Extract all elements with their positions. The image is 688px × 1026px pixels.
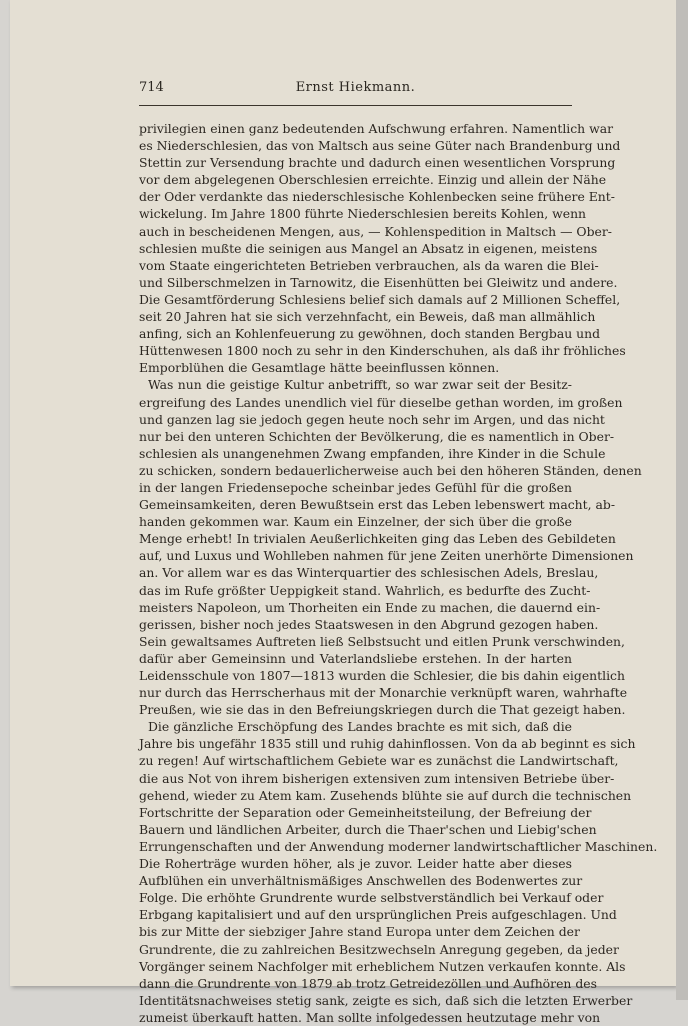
text-line: vor dem abgelegenen Oberschlesien erreichte. Einzig und allein der Nähe xyxy=(139,172,607,188)
text-line: Aufblühen ein unverhältnismäßiges Anschwellen des Bodenwertes zur xyxy=(139,873,583,889)
page-header xyxy=(139,80,572,100)
text-line: und ganzen lag sie jedoch gegen heute noch sehr im Argen, und das nicht xyxy=(139,411,605,427)
text-line: Identitätsnachweises stetig sank, zeigte es sich, daß sich die letzten Erwerber xyxy=(139,992,633,1008)
text-line: Fortschritte der Separation oder Gemeinheitsteilung, der Befreiung der xyxy=(139,804,592,820)
text-line: der Oder verdankte das niederschlesische Kohlenbecken seine frühere Ent- xyxy=(139,189,615,205)
text-line: Folge. Die erhöhte Grundrente wurde selbstverständlich bei Verkauf oder xyxy=(139,890,604,906)
text-line: nur bei den unteren Schichten der Bevölkerung, die es namentlich in Ober- xyxy=(139,428,615,444)
text-line: seit 20 Jahren hat sie sich verzehnfacht, ein Beweis, daß man allmählich xyxy=(139,309,596,325)
text-line: Gemeinsamkeiten, deren Bewußtsein erst das Leben lebenswert macht, ab- xyxy=(139,497,616,513)
text-line: Die gänzliche Erschöpfung des Landes brachte es mit sich, daß die xyxy=(148,719,572,735)
text-line: meisters Napoleon, um Thorheiten ein Ende zu machen, die dauernd ein- xyxy=(139,599,601,615)
text-line: gehend, wieder zu Atem kam. Zusehends blühte sie auf durch die technischen xyxy=(139,787,632,803)
text-line: Hüttenwesen 1800 noch zu sehr in den Kinderschuhen, als daß ihr fröhliches xyxy=(139,343,626,359)
text-line: dafür aber Gemeinsinn und Vaterlandsliebe erstehen. In der harten xyxy=(139,650,572,666)
text-line: schlesien als unangenehmen Zwang empfanden, ihre Kinder in die Schule xyxy=(139,445,606,461)
text-line: Emporblühen die Gesamtlage hätte beeinflussen können. xyxy=(139,360,500,376)
text-line: wickelung. Im Jahre 1800 führte Niederschlesien bereits Kohlen, wenn xyxy=(139,206,587,222)
running-title: Ernst Hiekmann. xyxy=(295,80,416,95)
text-line: Errungenschaften und der Anwendung moderner landwirtschaftlicher Maschinen. xyxy=(139,838,658,854)
text-line: privilegien einen ganz bedeutenden Aufschwung erfahren. Namentlich war xyxy=(139,121,614,136)
text-line: dann die Grundrente von 1879 ab trotz Getreidezöllen und Aufhören des xyxy=(139,975,597,991)
text-line: Was nun die geistige Kultur anbetrifft, so war zwar seit der Besitz- xyxy=(148,377,572,393)
text-line: auf, und Luxus und Wohlleben nahmen für jene Zeiten unerhörte Dimensionen xyxy=(139,548,634,564)
text-line: und Silberschmelzen in Tarnowitz, die Eisenhütten bei Gleiwitz und andere. xyxy=(139,274,618,290)
text-line: vom Staate eingerichteten Betrieben verbrauchen, als da waren die Blei- xyxy=(139,257,599,273)
page-number: 714 xyxy=(139,80,164,95)
text-line: Sein gewaltsames Auftreten ließ Selbstsucht und eitlen Prunk verschwinden, xyxy=(139,633,625,649)
text-line: auch in bescheidenen Mengen, aus, — Kohlenspedition in Maltsch — Ober- xyxy=(139,223,612,239)
text-line: Leidensschule von 1807—1813 wurden die Schlesier, die bis dahin eigentlich xyxy=(139,668,625,683)
text-line: zumeist überkauft hatten. Man sollte infolgedessen heutzutage mehr von xyxy=(139,1009,601,1025)
text-line: zu schicken, sondern bedauerlicherweise auch bei den höheren Ständen, denen xyxy=(139,462,642,478)
text-line: handen gekommen war. Kaum ein Einzelner, der sich über die große xyxy=(139,514,572,530)
text-line: Preußen, wie sie das in den Befreiungskriegen durch die That gezeigt haben. xyxy=(139,702,626,718)
text-line: schlesien mußte die seinigen aus Mangel an Absatz in eigenen, meistens xyxy=(139,240,598,256)
text-line: Die Roherträge wurden höher, als je zuvor. Leider hatte aber dieses xyxy=(139,856,572,872)
text-line: bis zur Mitte der siebziger Jahre stand Europa unter dem Zeichen der xyxy=(139,924,580,940)
text-line: Erbgang kapitalisiert und auf den ursprünglichen Preis aufgeschlagen. Und xyxy=(139,907,617,923)
text-line: ergreifung des Landes unendlich viel für dieselbe gethan worden, im großen xyxy=(139,394,623,410)
text-line: nur durch das Herrscherhaus mit der Monarchie verknüpft waren, wahrhafte xyxy=(139,685,628,701)
text-line: in der langen Friedensepoche scheinbar jedes Gefühl für die großen xyxy=(139,479,572,495)
text-line: Die Gesamtförderung Schlesiens belief sich damals auf 2 Millionen Scheffel, xyxy=(139,291,621,307)
text-line: es Niederschlesien, das von Maltsch aus seine Güter nach Brandenburg und xyxy=(139,138,621,154)
text-line: Bauern und ländlichen Arbeiter, durch die Thaer'schen und Liebig'schen xyxy=(139,821,597,837)
body-text xyxy=(139,120,658,1026)
text-line: die aus Not von ihrem bisherigen extensiven zum intensiven Betriebe über- xyxy=(139,770,615,786)
text-line: Stettin zur Versendung brachte und dadurch einen wesentlichen Vorsprung xyxy=(139,155,616,171)
text-line: an. Vor allem war es das Winterquartier des schlesischen Adels, Breslau, xyxy=(139,565,599,581)
text-line: Menge erhebt! In trivialen Aeußerlichkeiten ging das Leben des Gebildeten xyxy=(139,531,616,547)
text-line: Jahre bis ungefähr 1835 still und ruhig dahinflossen. Von da ab beginnt es sich xyxy=(139,736,636,752)
text-line: das im Rufe größter Ueppigkeit stand. Wahrlich, es bedurfte des Zucht- xyxy=(139,582,591,598)
page-edge xyxy=(676,0,688,1000)
header-rule xyxy=(139,105,572,106)
text-line: gerissen, bisher noch jedes Staatswesen in den Abgrund gezogen haben. xyxy=(139,616,599,632)
text-line: anfing, sich an Kohlenfeuerung zu gewöhnen, doch standen Bergbau und xyxy=(139,326,601,342)
text-line: zu regen! Auf wirtschaftlichem Gebiete war es zunächst die Landwirtschaft, xyxy=(139,753,619,769)
text-line: Vorgänger seinem Nachfolger mit erheblichem Nutzen verkaufen konnte. Als xyxy=(139,958,626,974)
text-line: Grundrente, die zu zahlreichen Besitzwechseln Anregung gegeben, da jeder xyxy=(139,941,619,957)
